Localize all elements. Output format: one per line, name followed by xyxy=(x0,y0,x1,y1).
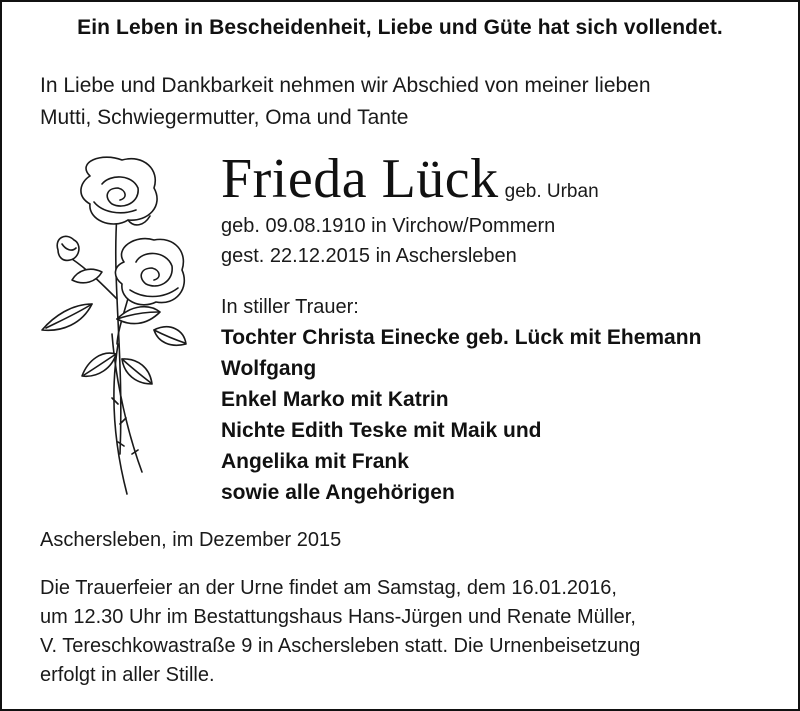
headline: Ein Leben in Bescheidenheit, Liebe und Güte hat sich vollendet. xyxy=(77,16,723,39)
rose-illustration-icon xyxy=(32,154,192,499)
mourner-entry: Nichte Edith Teske mit Maik und xyxy=(221,419,542,442)
intro-line: Mutti, Schwiegermutter, Oma und Tante xyxy=(40,106,409,129)
death-date: gest. 22.12.2015 in Aschersleben xyxy=(221,245,517,267)
mourning-section xyxy=(221,292,781,508)
deceased-name-row xyxy=(221,147,599,211)
birth-date: geb. 09.08.1910 in Virchow/Pommern xyxy=(221,215,556,237)
mourner-entry: Enkel Marko mit Katrin xyxy=(221,388,449,411)
deceased-name: Frieda Lück xyxy=(221,148,499,210)
ceremony-line: V. Tereschkowastraße 9 in Aschersleben statt. Die Urnenbeisetzung xyxy=(40,635,641,657)
life-dates xyxy=(221,211,555,271)
mourner-entry: Wolfgang xyxy=(221,357,317,380)
mourning-title: In stiller Trauer: xyxy=(221,296,359,318)
mourner-entry: Angelika mit Frank xyxy=(221,450,409,473)
mourner-entry: Tochter Christa Einecke geb. Lück mit Ehemann xyxy=(221,326,702,349)
maiden-name: geb. Urban xyxy=(504,181,599,202)
ceremony-line: erfolgt in aller Stille. xyxy=(40,664,215,686)
ceremony-info xyxy=(40,574,780,690)
intro-text xyxy=(40,70,770,134)
place-and-date: Aschersleben, im Dezember 2015 xyxy=(40,529,342,551)
mourner-list xyxy=(221,322,781,508)
ceremony-line: um 12.30 Uhr im Bestattungshaus Hans-Jürgen und Renate Müller, xyxy=(40,606,636,628)
mourner-entry: sowie alle Angehörigen xyxy=(221,481,455,504)
ceremony-line: Die Trauerfeier an der Urne findet am Samstag, dem 16.01.2016, xyxy=(40,577,617,599)
intro-line: In Liebe und Dankbarkeit nehmen wir Abschied von meiner lieben xyxy=(40,74,651,97)
